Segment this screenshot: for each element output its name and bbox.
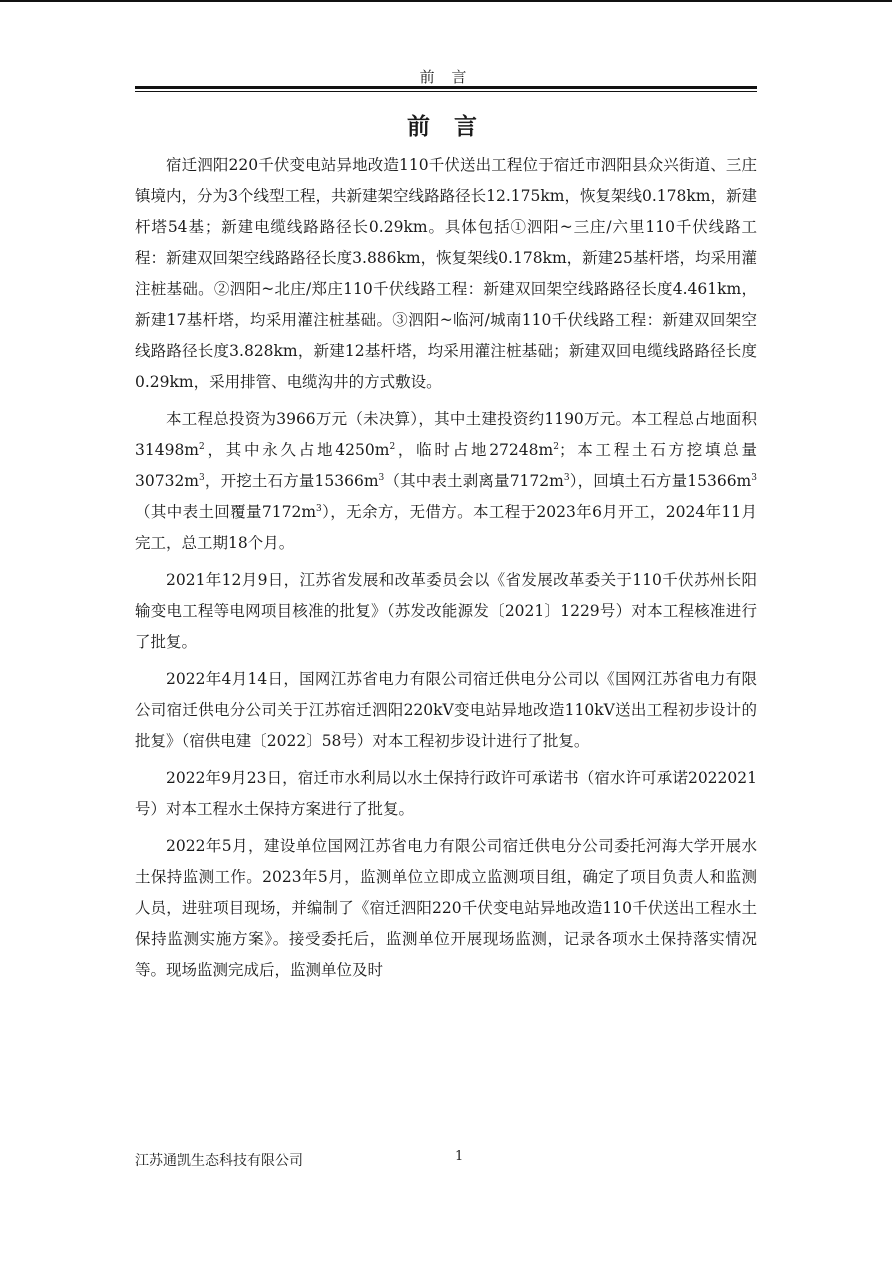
superscript: 3	[751, 472, 757, 483]
superscript: 3	[199, 472, 205, 483]
text-span: ，临时占地27248m	[395, 441, 554, 459]
page-title: 前 言	[406, 113, 485, 140]
text-span: （其中表土剥离量7172m	[384, 472, 564, 490]
superscript: 2	[553, 441, 559, 452]
text-span: 本工程总投资为3966万元（未决算），其中土建投资约1190万元。本工程总占地面积31498m	[135, 410, 757, 459]
superscript: 3	[563, 472, 570, 483]
text-span: ），无余方，无借方。本工程于2023年6月开工，2024年11月完工，总工期18个月。	[135, 503, 757, 552]
page-number: 1	[455, 1149, 464, 1164]
text-span: ；本工程土石方挖填总量30732m	[135, 441, 757, 490]
text-span: ，其中永久占地4250m	[204, 441, 390, 459]
paragraph-project-overview: 宿迁泗阳220千伏变电站异地改造110千伏送出工程位于宿迁市泗阳县众兴街道、三庄镇境内，分为3个线型工程，共新建架空线路路径长12.175km，恢复架线0.178km，新建杆塔54基；新建电缆线路路径长0.29km。具体包括①泗阳~三庄/六里110千伏线路工程：新建双回架空线路路径长度3.886km，恢复架线0.178km，新建25基杆塔，均采用灌注桩基础。②泗阳~北庄/郑庄110千伏线路工程：新建双回架空线路路径长度4.461km，新建17基杆塔，均采用灌注桩基础。③泗阳~临河/城南110千伏线路工程：新建双回架空线路路径长度3.828km，新建12基杆塔，均采用灌注桩基础；新建双回电缆线路路径长度0.29km，采用排管、电缆沟井的方式敷设。	[135, 156, 757, 391]
paragraph-approval-1: 2021年12月9日，江苏省发展和改革委员会以《省发展改革委关于110千伏苏州长阳输变电工程等电网项目核准的批复》（苏发改能源发〔2021〕1229号）对本工程核准进行了批复。	[135, 571, 757, 651]
paragraph-monitoring: 2022年5月，建设单位国网江苏省电力有限公司宿迁供电分公司委托河海大学开展水土保持监测工作。2023年5月，监测单位立即成立监测项目组，确定了项目负责人和监测人员，进驻项目现场，并编制了《宿迁泗阳220千伏变电站异地改造110千伏送出工程水土保持监测实施方案》。接受委托后，监测单位开展现场监测，记录各项水土保持落实情况等。现场监测完成后，监测单位及时	[135, 837, 757, 979]
text-span: ），回填土石方量15366m	[569, 472, 752, 490]
paragraph-investment	[135, 404, 757, 559]
superscript: 2	[389, 441, 396, 452]
document-body	[135, 150, 757, 992]
text-span: ，开挖土石方量15366m	[204, 472, 379, 490]
paragraph-approval-3: 2022年9月23日，宿迁市水利局以水土保持行政许可承诺书（宿水许可承诺2022021号）对本工程水土保持方案进行了批复。	[135, 769, 757, 818]
running-header: 前 言	[419, 68, 473, 86]
superscript: 3	[316, 503, 322, 514]
superscript: 2	[199, 441, 205, 452]
text-span: （其中表土回覆量7172m	[135, 503, 317, 521]
header-rule-thick	[135, 86, 757, 89]
page-top-border	[0, 0, 892, 2]
superscript: 3	[378, 472, 385, 483]
header-rule-thin	[135, 91, 757, 92]
footer-organization: 江苏通凯生态科技有限公司	[135, 1153, 303, 1169]
paragraph-approval-2: 2022年4月14日，国网江苏省电力有限公司宿迁供电分公司以《国网江苏省电力有限公司宿迁供电分公司关于江苏宿迁泗阳220kV变电站异地改造110kV送出工程初步设计的批复》（宿供电建〔2022〕58号）对本工程初步设计进行了批复。	[135, 670, 757, 750]
